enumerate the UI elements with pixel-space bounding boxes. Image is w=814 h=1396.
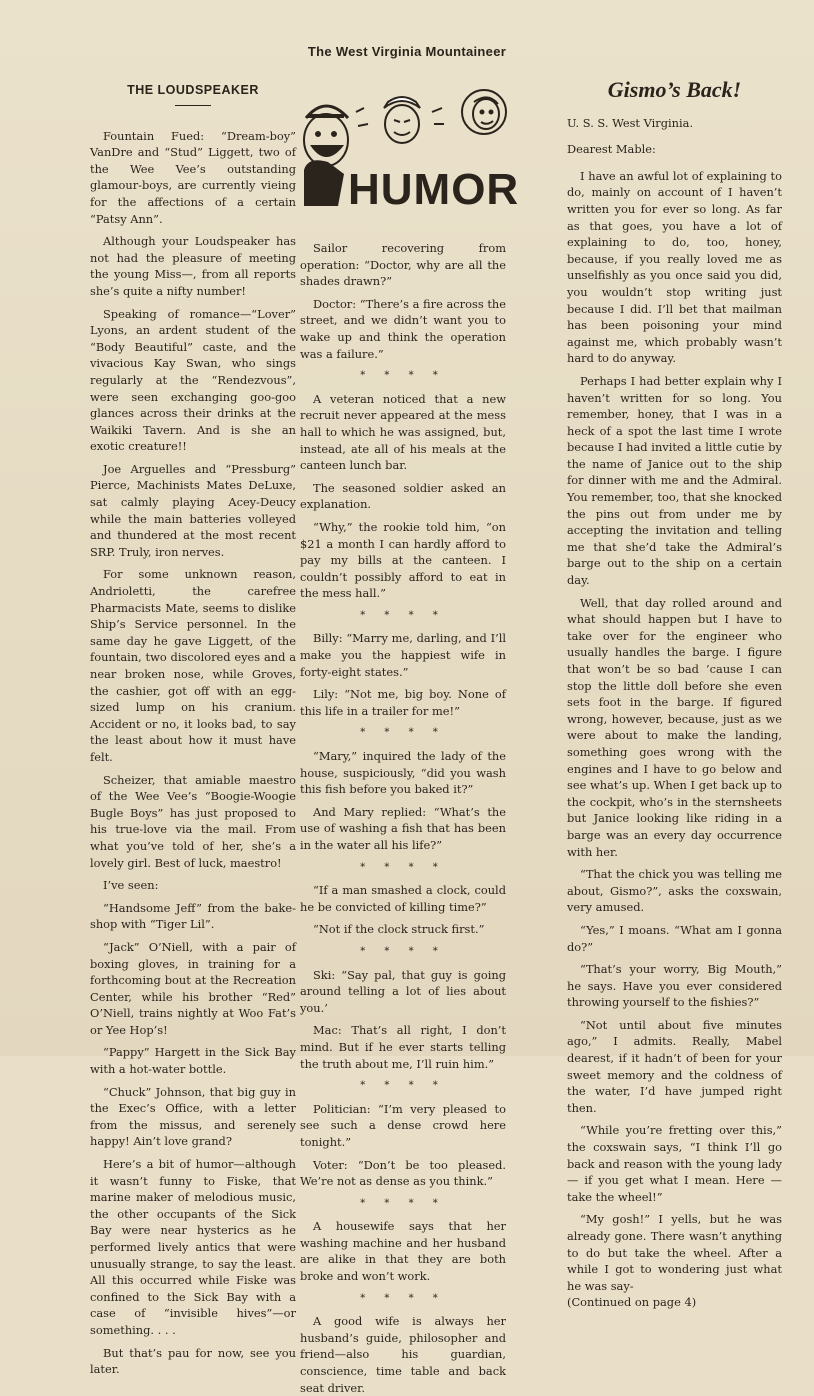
humor-cartoon-illustration — [298, 82, 520, 214]
section-stars: * * * * — [360, 727, 446, 739]
gismo-salutation: Dearest Mable: — [567, 142, 656, 157]
loudspeaker-paragraph: Fountain Fued: “Dream-boy” VanDre and “Stud” Liggett, two of the Wee Vee’s outstanding glamour-boys, are currently vieing for the affections of a certain “Patsy Ann”. — [90, 128, 296, 226]
joke-paragraph: “Why,” the rookie told him, “on $21 a month I can hardly afford to pay my bills at the canteen. I couldn’t possibly afford to eat in the mess hall.” — [300, 519, 506, 601]
gismo-paragraph: “While you’re fretting over this,” the coxswain says, “I think I’ll go back and reason with the young lady — if you get what I mean. Here — take the wheel!” — [567, 1123, 782, 1204]
gismo-paragraph: “That the chick you was telling me about, Gismo?”, asks the coxswain, very amused. — [567, 867, 782, 915]
loudspeaker-paragraph: Here’s a bit of humor—although it wasn’t funny to Fiske, that marine maker of melodious music, the other occupants of the Sick Bay were near hysterics as he performed lively antics that were unusually strange, to say the least. All this occurred while Fiske was confined to the Sick Bay with a case of “invisible hives”—or something. . . . — [90, 1157, 296, 1337]
humor-column — [300, 240, 506, 1395]
humor-body — [300, 240, 506, 1396]
joke-paragraph: Billy: “Marry me, darling, and I’ll make you the happiest wife in forty-eight states.” — [300, 631, 506, 679]
joke-paragraph: A housewife says that her washing machine and her husband are alike in that they are both broke and won’t work. — [300, 1219, 506, 1284]
joke-paragraph: Lily: “Not me, big boy. None of this life in a trailer for me!” — [300, 687, 506, 718]
gismo-paragraph: “My gosh!” I yells, but he was already gone. There wasn’t anything to do but take the wheel. After a while I got to wondering just what he was say- — [567, 1212, 782, 1293]
gismo-paragraph: Perhaps I had better explain why I haven’t written for so long. You remember, honey, that I was in a heck of a spot the last time I wrote because I had invited a little cutie by the name of Janice out to the ship for dinner with me and the Admiral. You remember, too, that she knocked the pins out from under me by accepting the invitation and telling me that she’d take the Admiral’s barge out to the ship on a certain day. — [567, 373, 782, 588]
section-stars: * * * * — [360, 1080, 446, 1092]
joke-paragraph: And Mary replied: “What’s the use of washing a fish that has been in the water all his life?” — [300, 804, 506, 852]
joke-paragraph: “Mary,” inquired the lady of the house, suspiciously, “did you wash this fish before you baked it?” — [300, 749, 506, 797]
gismo-title: Gismo’s Back! — [607, 77, 742, 102]
loudspeaker-paragraph: Speaking of romance—“Lover” Lyons, an ardent student of the “Body Beautiful” caste, and the vivacious Kay Swan, who sings regularly at the “Rendezvous”, were seen exchanging goo-goo glances across their drinks at the Waikiki Tavern. And is she an exotic creature!! — [90, 306, 296, 454]
loudspeaker-paragraph: Joe Arguelles and “Pressburg” Pierce, Machinists Mates DeLuxe, sat calmly playing Acey-Deucy while the main batteries volleyed and thundered at the most recent SRP. Truly, iron nerves. — [90, 461, 296, 559]
section-stars: * * * * — [360, 861, 446, 873]
joke-paragraph: Doctor: “There’s a fire across the street, and we didn’t want you to wake up and think the operation was a failure.” — [300, 296, 506, 361]
gismo-paragraph: Well, that day rolled around and what should happen but I have to take over for the engineer who usually handles the barge. I figure that won’t be so bad ’cause I can stop the little doll before she even sets foot in the barge. If figured wrong, however, because, just as we were about to make the landing, something goes wrong with the engines and I have to go below and see what’s up. When I get back up to the cockpit, who’s in the sternsheets but Janice looking like riding in a barge was an every day occurrence with her. — [567, 595, 782, 859]
gismo-paragraph: “That’s your worry, Big Mouth,” he says. Have you ever considered throwing yourself to the fishies?” — [567, 962, 782, 1010]
loudspeaker-paragraph: For some unknown reason, Andrioletti, the carefree Pharmacists Mate, seems to dislike Ship’s Service personnel. In the same day he gave Liggett, of the fountain, two discolored eyes and a near broken nose, while Groves, the cashier, got off with an egg-sized lump on his cranium. Accident or no, it looks bad, to say the least about how it must have felt. — [90, 567, 296, 764]
joke-paragraph: A veteran noticed that a new recruit never appeared at the mess hall to which he was assigned, but, instead, ate all of his meals at the canteen lunch bar. — [300, 391, 506, 473]
loudspeaker-paragraph: “Jack” O’Niell, with a pair of boxing gloves, in training for a forthcoming bout at the Recreation Center, while his brother “Red” O’Niell, trains nightly at Woo Fat’s or Yee Hop’s! — [90, 939, 296, 1037]
loudspeaker-paragraph: “Pappy” Hargett in the Sick Bay with a hot-water bottle. — [90, 1045, 296, 1077]
joke-paragraph: A good wife is always her husband’s guide, philosopher and friend—also his guardian, conscience, time table and back seat driver. — [300, 1314, 506, 1395]
joke-paragraph: Ski: “Say pal, that guy is going around telling a lot of lies about you.’ — [300, 967, 506, 1015]
joke-paragraph: “Not if the clock struck first.” — [313, 922, 485, 937]
continued-note: (Continued on page 4) — [567, 1295, 697, 1310]
joke-paragraph: The seasoned soldier asked an explanation. — [300, 480, 506, 512]
section-stars: * * * * — [360, 1292, 446, 1304]
loudspeaker-paragraph: But that’s pau for now, see you later. — [90, 1345, 296, 1377]
gismo-paragraph: I have an awful lot of explaining to do, mainly on account of I haven’t written you for ever so long. As far as that goes, you have a lot of explaining to do, too, honey, because, if you really loved me as unselfishly as you once said you did, you wouldn’t stop writing just because I did. I’ll bet that mailman has been poisoning your mind against me, which probably wasn’t hard to do anyway. — [567, 168, 782, 366]
section-stars: * * * * — [360, 370, 446, 382]
loudspeaker-body — [90, 128, 296, 1378]
gismo-paragraph: “Not until about five minutes ago,” I admits. Really, Mabel dearest, if it hadn’t of been for your sweet memory and the coldness of the water, I’d have jumped right then. — [567, 1017, 782, 1115]
masthead: The West Virginia Mountaineer — [307, 44, 507, 59]
loudspeaker-column — [90, 82, 296, 1377]
joke-paragraph: Voter: “Don’t be too pleased. We’re not as dense as you think.” — [300, 1157, 506, 1189]
gismo-column — [567, 77, 782, 1310]
loudspeaker-paragraph: “Chuck” Johnson, that big guy in the Exec’s Office, with a letter from the missus, and serenely happy! Ain’t love grand? — [90, 1084, 296, 1149]
joke-paragraph: Mac: That’s all right, I don’t mind. But if he ever starts telling the truth about me, I’ll ruin him.” — [300, 1023, 506, 1071]
loudspeaker-paragraph: “Handsome Jeff” from the bake-shop with “Tiger Lil”. — [90, 900, 296, 932]
loudspeaker-title: THE LOUDSPEAKER — [127, 83, 259, 97]
gismo-body — [567, 168, 782, 1295]
humor-word-art: HUMOR — [348, 165, 520, 214]
section-stars: * * * * — [360, 945, 446, 957]
joke-paragraph: Politician: “I’m very pleased to see such a dense crowd here tonight.” — [300, 1101, 506, 1149]
joke-paragraph: Sailor recovering from operation: “Doctor, why are all the shades drawn?” — [300, 241, 506, 289]
section-stars: * * * * — [360, 1197, 446, 1209]
title-rule — [175, 105, 211, 106]
loudspeaker-paragraph: Although your Loudspeaker has not had the pleasure of meeting the young Miss—, from all reports she’s quite a nifty number! — [90, 234, 296, 298]
gismo-paragraph: “Yes,” I moans. “What am I gonna do?” — [567, 922, 782, 954]
loudspeaker-paragraph: Scheizer, that amiable maestro of the Wee Vee’s “Boogie-Woogie Bugle Boys” has just proposed to his true-love via the mail. From what you’ve told of her, she’s a lovely girl. Best of luck, maestro! — [90, 772, 296, 870]
loudspeaker-paragraph: I’ve seen: — [103, 878, 159, 893]
section-stars: * * * * — [360, 609, 446, 621]
gismo-dateline: U. S. S. West Virginia. — [567, 115, 694, 130]
joke-paragraph: “If a man smashed a clock, could he be convicted of killing time?” — [300, 883, 506, 914]
